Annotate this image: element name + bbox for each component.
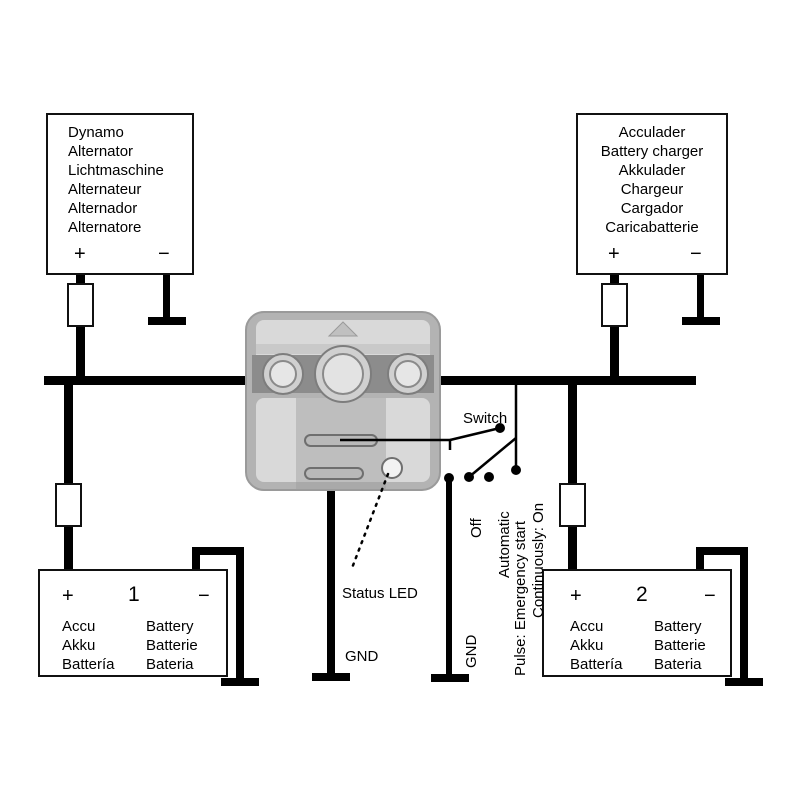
battery-1-right-labels <box>146 617 198 674</box>
charger-minus-terminal: − <box>690 243 702 265</box>
fuse-battery2 <box>560 484 585 526</box>
battery-2-plus: + <box>570 585 582 607</box>
gnd-center-label: GND <box>345 648 379 665</box>
charger-box <box>576 113 728 275</box>
switch-position-pulse: Pulse: Emergency start <box>512 520 529 676</box>
fuse-battery1 <box>56 484 81 526</box>
alternator-line-1: Dynamo <box>68 124 124 141</box>
battery-1-right-line-2: Batterie <box>146 637 198 654</box>
alternator-minus-terminal: − <box>158 243 170 265</box>
battery-1-right-line-1: Battery <box>146 618 194 635</box>
gnd-switch-label: GND <box>463 634 480 668</box>
charger-plus-terminal: + <box>608 243 620 265</box>
switch-label: Switch <box>463 410 508 427</box>
charger-line-4: Chargeur <box>620 181 684 198</box>
switch-position-off: Off <box>468 518 485 538</box>
battery-1-left-line-3: Battería <box>62 656 115 673</box>
battery-1-left-line-2: Akku <box>62 637 96 654</box>
switch-contact-continuous <box>511 465 521 475</box>
charger-line-1: Acculader <box>618 124 686 141</box>
alternator-line-2: Alternator <box>68 143 134 160</box>
switch-position-automatic: Automatic <box>496 511 513 578</box>
battery-2-left-line-2: Akku <box>570 637 604 654</box>
status-led <box>382 458 402 478</box>
fuse-charger <box>602 284 627 326</box>
switch-contact-off <box>444 473 454 483</box>
alternator-line-3: Lichtmaschine <box>68 162 164 179</box>
battery-2-right-labels <box>654 617 706 674</box>
battery-1-number: 1 <box>128 583 140 606</box>
charger-line-5: Cargador <box>620 200 684 217</box>
alternator-box <box>46 113 194 275</box>
battery-1-left-labels <box>62 617 115 674</box>
alternator-line-5: Alternador <box>68 200 138 217</box>
charger-line-3: Akkulader <box>618 162 686 179</box>
alternator-plus-terminal: + <box>74 243 86 265</box>
battery-isolator-device <box>246 312 440 490</box>
battery-1-minus: − <box>198 585 210 607</box>
battery-2-left-line-3: Battería <box>570 656 623 673</box>
switch-pivot <box>464 472 474 482</box>
battery-1-box <box>38 569 228 677</box>
switch-contact-automatic <box>484 472 494 482</box>
battery-2-box <box>542 569 732 677</box>
charger-line-2: Battery charger <box>600 143 704 160</box>
battery-1-left-line-1: Accu <box>62 618 96 635</box>
battery-2-right-line-1: Battery <box>654 618 702 635</box>
alternator-line-4: Alternateur <box>68 181 142 198</box>
fuse-alternator <box>68 284 93 326</box>
switch-position-continuously: Continuously: On <box>530 502 547 618</box>
battery-2-right-line-3: Bateria <box>654 656 702 673</box>
battery-1-right-line-3: Bateria <box>146 656 194 673</box>
battery-2-left-labels <box>570 617 623 674</box>
battery-2-minus: − <box>704 585 716 607</box>
charger-line-6: Caricabatterie <box>605 219 699 236</box>
battery-2-number: 2 <box>636 583 648 606</box>
status-led-label: Status LED <box>342 585 418 602</box>
alternator-line-6: Alternatore <box>68 219 142 236</box>
battery-2-left-line-1: Accu <box>570 618 604 635</box>
battery-2-right-line-2: Batterie <box>654 637 706 654</box>
battery-1-plus: + <box>62 585 74 607</box>
